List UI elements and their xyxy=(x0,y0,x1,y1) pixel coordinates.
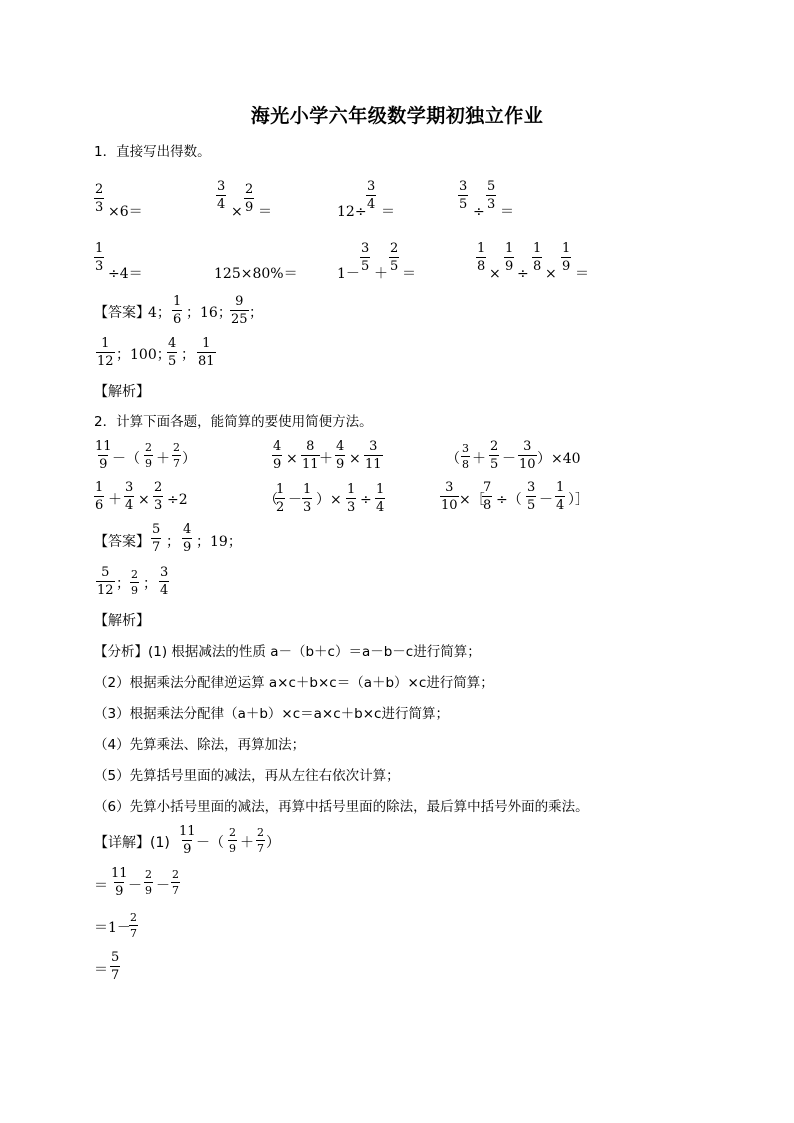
expr-text: ×［ xyxy=(459,492,485,508)
analysis-label: 【解析】 xyxy=(94,384,150,400)
expr-text: －（ xyxy=(112,451,140,467)
q1-heading: 1．直接写出得数。 xyxy=(94,144,211,160)
operator: ＋ xyxy=(240,835,254,851)
fraction: $\frac{1}{9}$ xyxy=(562,241,571,274)
expr-text: （ xyxy=(446,451,460,467)
fraction: $\frac{3}{4}$ xyxy=(217,179,226,212)
operator: ＋ xyxy=(472,451,486,467)
operator: ＋ xyxy=(374,266,388,282)
fraction: $\frac{2}{3}$ xyxy=(95,182,104,215)
fraction: $\frac{3}{10}$ xyxy=(441,480,458,513)
page-title: 海光小学六年级数学期初独立作业 xyxy=(250,105,544,127)
answer-text: ； xyxy=(143,576,157,592)
operator: － xyxy=(288,492,302,508)
fraction: $\frac{2}{5}$ xyxy=(390,241,399,274)
fraction: $\frac{3}{4}$ xyxy=(160,565,169,598)
answer-text: ； xyxy=(181,347,195,363)
analysis-line: （5）先算括号里面的减法，再从左往右依次计算； xyxy=(94,768,400,784)
operator: － xyxy=(156,878,170,894)
analysis-line: （2）根据乘法分配律逆运算 a×c＋b×c＝（a＋b）×c进行简算； xyxy=(94,675,494,691)
answer-text: ； xyxy=(116,576,130,592)
fraction: $\frac{3}{5}$ xyxy=(361,241,370,274)
fraction: $\frac{3}{10}$ xyxy=(519,439,536,472)
equals: ＝1－ xyxy=(94,920,131,936)
expr-text: ＝ xyxy=(381,204,395,220)
answer-label: 【答案】 xyxy=(94,305,150,321)
fraction: $\frac{2}{3}$ xyxy=(154,480,163,513)
equals: ＝ xyxy=(94,878,108,894)
fraction: $\frac{1}{2}$ xyxy=(276,482,285,515)
fraction: $\frac{3}{4}$ xyxy=(367,179,376,212)
operator: ÷ xyxy=(517,266,529,282)
expr-text: ）×40 xyxy=(537,451,581,467)
operator: × xyxy=(231,204,243,220)
operator: ＋ xyxy=(108,492,122,508)
operator: ÷ xyxy=(360,492,372,508)
analysis-label: 【解析】 xyxy=(94,613,150,629)
fraction: $\frac{1}{81}$ xyxy=(198,336,215,369)
fraction: $\frac{2}{9}$ xyxy=(131,568,138,597)
fraction: $\frac{1}{9}$ xyxy=(505,241,514,274)
operator: × xyxy=(138,492,150,508)
analysis-line: （4）先算乘法、除法，再算加法； xyxy=(94,737,306,753)
equals: ＝ xyxy=(94,962,108,978)
expr-text: ＝ xyxy=(258,204,272,220)
fraction: $\frac{1}{6}$ xyxy=(173,294,182,327)
fraction: $\frac{2}{7}$ xyxy=(172,868,179,897)
fraction: $\frac{2}{5}$ xyxy=(490,439,499,472)
fraction: $\frac{3}{11}$ xyxy=(365,439,382,472)
fraction: $\frac{11}{9}$ xyxy=(111,866,128,899)
answer-label: 【答案】 xyxy=(94,534,150,550)
fraction: $\frac{2}{9}$ xyxy=(145,868,152,897)
fraction: $\frac{1}{3}$ xyxy=(303,482,312,515)
operator: ＋ xyxy=(156,451,170,467)
operator: － xyxy=(128,878,142,894)
fraction: $\frac{1}{4}$ xyxy=(376,482,385,515)
operator: × xyxy=(545,266,557,282)
fraction: $\frac{4}{9}$ xyxy=(273,439,282,472)
expr-text: ÷4＝ xyxy=(108,266,143,282)
expr-text: ＝ xyxy=(402,266,416,282)
operator: × xyxy=(489,266,501,282)
fraction: $\frac{3}{5}$ xyxy=(459,179,468,212)
fraction: $\frac{3}{8}$ xyxy=(462,442,469,471)
answer-text: 4； xyxy=(148,305,171,321)
fraction: $\frac{4}{9}$ xyxy=(336,439,345,472)
fraction: $\frac{7}{8}$ xyxy=(483,480,492,513)
answer-text: ；100； xyxy=(116,347,171,363)
q2-heading: 2．计算下面各题，能简算的要使用简便方法。 xyxy=(94,414,373,430)
operator: ÷ xyxy=(473,204,485,220)
expr-text: －（ xyxy=(196,835,224,851)
operator: × xyxy=(286,451,298,467)
expr-text: ）］ xyxy=(568,492,589,508)
expr-text: ）× xyxy=(316,492,342,508)
expr-text: ＝ xyxy=(575,266,589,282)
answer-text: ；16； xyxy=(186,305,232,321)
fraction: $\frac{2}{7}$ xyxy=(257,826,264,855)
fraction: $\frac{1}{3}$ xyxy=(347,482,356,515)
fraction: $\frac{3}{5}$ xyxy=(527,480,536,513)
operator: － xyxy=(502,451,516,467)
fraction: $\frac{1}{3}$ xyxy=(95,241,104,274)
expr-text: ） xyxy=(266,835,280,851)
expr-text: 1－ xyxy=(337,266,360,282)
fraction: $\frac{1}{8}$ xyxy=(477,241,486,274)
expr-text: （ xyxy=(264,492,278,508)
fraction: $\frac{2}{7}$ xyxy=(130,911,137,940)
fraction: $\frac{4}{9}$ xyxy=(183,522,192,555)
fraction: $\frac{5}{12}$ xyxy=(97,565,114,598)
fraction: $\frac{2}{9}$ xyxy=(229,826,236,855)
fraction: $\frac{1}{6}$ xyxy=(95,480,104,513)
fraction: $\frac{8}{11}$ xyxy=(302,439,319,472)
expr-text: ÷2 xyxy=(167,492,188,508)
answer-text: ； xyxy=(166,534,180,550)
operator: － xyxy=(539,492,553,508)
fraction: $\frac{1}{8}$ xyxy=(533,241,542,274)
analysis-line: （3）根据乘法分配律（a＋b）×c＝a×c＋b×c进行简算； xyxy=(94,706,449,722)
fraction: $\frac{2}{9}$ xyxy=(245,182,254,215)
analysis-line: （6）先算小括号里面的减法，再算中括号里面的除法，最后算中括号外面的乘法。 xyxy=(94,799,589,815)
fraction: $\frac{11}{9}$ xyxy=(95,439,112,472)
fraction: $\frac{5}{7}$ xyxy=(152,522,161,555)
analysis-line: 【分析】(1) 根据减法的性质 a－（b＋c）＝a－b－c进行简算； xyxy=(94,644,481,660)
answer-text: ；19； xyxy=(196,534,242,550)
fraction: $\frac{9}{25}$ xyxy=(231,294,248,327)
fraction: $\frac{2}{7}$ xyxy=(173,441,180,470)
expr-text: 125×80%＝ xyxy=(214,266,298,282)
fraction: $\frac{2}{9}$ xyxy=(145,441,152,470)
expr-text: ＝ xyxy=(500,204,514,220)
expr-text: ÷（ xyxy=(496,492,522,508)
expr-text: 12÷ xyxy=(337,204,367,220)
fraction: $\frac{1}{4}$ xyxy=(556,480,565,513)
fraction: $\frac{5}{7}$ xyxy=(111,950,120,983)
answer-text: ； xyxy=(249,305,263,321)
fraction: $\frac{4}{5}$ xyxy=(168,336,177,369)
expr-text: ） xyxy=(182,451,196,467)
operator: × xyxy=(349,451,361,467)
operator: ＋ xyxy=(319,451,333,467)
fraction: $\frac{1}{12}$ xyxy=(97,336,114,369)
fraction: $\frac{11}{9}$ xyxy=(179,824,196,857)
expr-text: ×6＝ xyxy=(108,204,143,220)
detail-label: 【详解】(1) xyxy=(94,835,170,851)
fraction: $\frac{5}{3}$ xyxy=(487,179,496,212)
fraction: $\frac{3}{4}$ xyxy=(125,480,134,513)
